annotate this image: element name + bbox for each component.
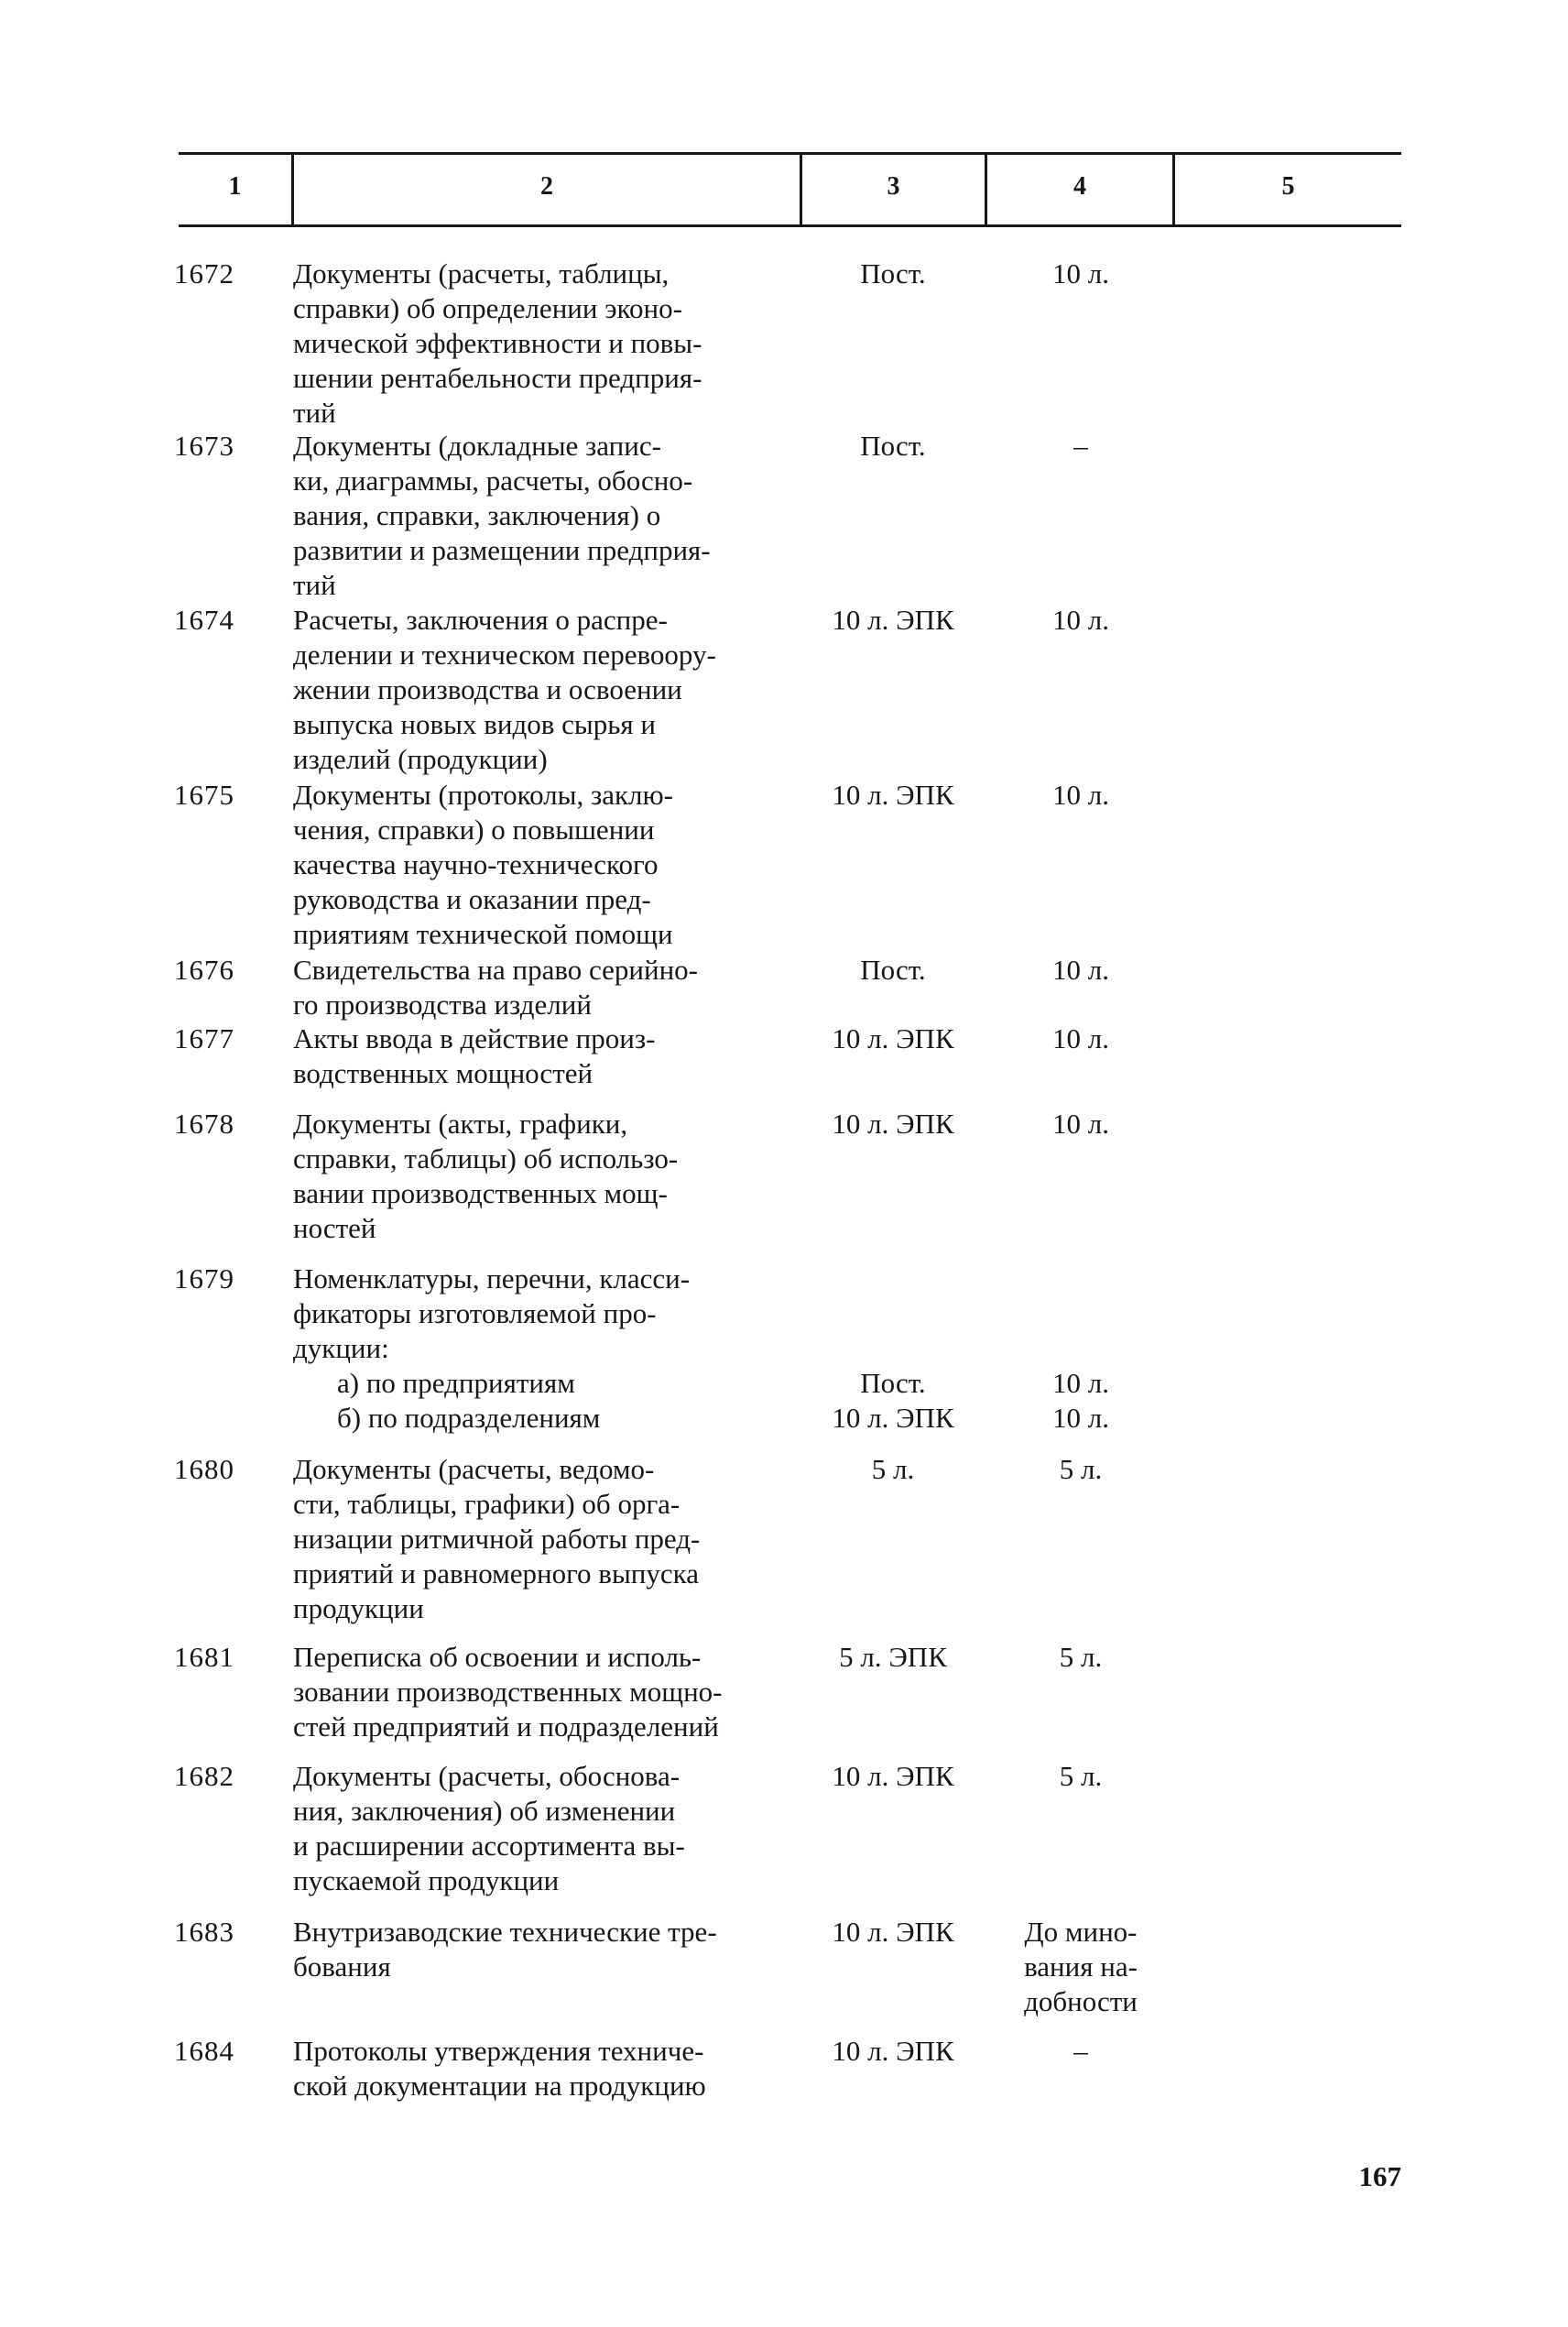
description-line: вания, справки, заключения) о: [293, 499, 661, 531]
retention-period-col3: [797, 1640, 989, 1675]
col4-value: вания на-: [1024, 1950, 1138, 1983]
description-line: Акты ввода в действие произ-: [293, 1022, 656, 1054]
retention-period-col3: [797, 257, 989, 291]
entry-description: [293, 1262, 824, 1436]
retention-period-col4: [989, 1640, 1172, 1675]
col3-value: 10 л. ЭПК: [832, 779, 954, 811]
col4-value: 10 л.: [1052, 1108, 1109, 1140]
col4-value: –: [1073, 2035, 1088, 2067]
description-line: Протоколы утверждения техниче-: [293, 2035, 704, 2067]
col3-value: 10 л. ЭПК: [832, 1022, 954, 1054]
entry-description: [293, 778, 824, 952]
description-line: мической эффективности и повы-: [293, 327, 702, 359]
description-line: тий: [293, 397, 336, 429]
entry-description: [293, 1640, 824, 1744]
description-line: сти, таблицы, графики) об орга-: [293, 1488, 681, 1520]
entry-number: 1684: [174, 2035, 234, 2067]
entry-description: [293, 1021, 824, 1091]
retention-period-col4: [989, 1021, 1172, 1056]
entry-number: 1679: [174, 1262, 234, 1295]
entry-description: [293, 1452, 824, 1626]
description-line: Документы (расчеты, ведомо-: [293, 1453, 655, 1485]
col4-value: 10 л.: [1052, 1022, 1109, 1054]
description-line: делении и техническом перевоору-: [293, 639, 716, 671]
description-line: ния, заключения) об изменении: [293, 1795, 676, 1827]
description-line: приятиям технической помощи: [293, 918, 673, 950]
col4-value: До мино-: [1024, 1916, 1138, 1948]
entry-number: 1672: [174, 257, 234, 290]
entry-number: 1675: [174, 779, 234, 811]
description-line: Внутризаводские технические тре-: [293, 1916, 717, 1948]
col3-value: 10 л. ЭПК: [832, 2035, 954, 2067]
col3-value: 5 л.: [871, 1453, 915, 1485]
table-header-top-rule: [179, 152, 1401, 155]
col3-value: Пост.: [860, 1367, 926, 1399]
col4-value: 10 л.: [1052, 954, 1109, 986]
retention-period-col3: [797, 1452, 989, 1487]
entry-number: 1674: [174, 604, 234, 636]
description-line: справки, таблицы) об использо-: [293, 1142, 679, 1174]
entry-description: [293, 1915, 824, 1984]
column-header-4: 4: [1073, 172, 1086, 201]
col4-value: –: [1073, 430, 1088, 462]
description-line: руководства и оказании пред-: [293, 883, 651, 915]
retention-period-col3: [797, 2034, 989, 2069]
entry-description: [293, 1759, 824, 1898]
retention-period-col4: [989, 429, 1172, 464]
description-line: бования: [293, 1950, 391, 1983]
retention-period-col3: [797, 953, 989, 988]
col4-value: 10 л.: [1052, 1402, 1109, 1434]
retention-period-col4: [989, 2034, 1172, 2069]
col4-value: 5 л.: [1059, 1453, 1103, 1485]
description-line: изделий (продукции): [293, 743, 548, 775]
entry-description: [293, 2034, 824, 2103]
description-line: чения, справки) о повышении: [293, 814, 655, 846]
retention-period-col4: [989, 257, 1172, 291]
entry-description: [293, 1107, 824, 1246]
col4-value: 10 л.: [1052, 257, 1109, 290]
description-line: приятий и равномерного выпуска: [293, 1557, 699, 1590]
retention-period-col3: [797, 1915, 989, 1950]
col4-value: 10 л.: [1052, 779, 1109, 811]
description-line: Свидетельства на право серийно-: [293, 954, 699, 986]
table-header-bottom-rule: [179, 224, 1401, 227]
retention-period-col4: [989, 1366, 1172, 1436]
column-header-3: 3: [887, 172, 900, 201]
entry-description: [293, 953, 824, 1022]
column-header-5: 5: [1281, 172, 1295, 201]
description-line: выпуска новых видов сырья и: [293, 708, 656, 740]
page-number: 167: [1358, 2160, 1401, 2192]
sub-item-label: а) по предприятиям: [337, 1367, 575, 1399]
col3-value: Пост.: [860, 954, 926, 986]
description-line: Документы (акты, графики,: [293, 1108, 628, 1140]
col3-value: 10 л. ЭПК: [832, 1108, 954, 1140]
description-line: шении рентабельности предприя-: [293, 362, 702, 394]
description-line: развитии и размещении предприя-: [293, 534, 711, 566]
description-line: дукции:: [293, 1332, 389, 1364]
description-line: качества научно-технического: [293, 848, 659, 880]
description-line: стей предприятий и подразделений: [293, 1710, 719, 1743]
retention-period-col4: [989, 1452, 1172, 1487]
entry-number: 1681: [174, 1641, 234, 1673]
description-line: Номенклатуры, перечни, класси-: [293, 1262, 691, 1295]
entry-number: 1677: [174, 1022, 234, 1054]
retention-period-col4: [989, 1107, 1172, 1142]
col3-value: Пост.: [860, 257, 926, 290]
description-line: водственных мощностей: [293, 1057, 593, 1089]
retention-period-col3: [797, 603, 989, 638]
retention-period-col4: [989, 1759, 1172, 1794]
col4-value: 10 л.: [1052, 604, 1109, 636]
column-header-1: 1: [228, 172, 242, 201]
description-line: пускаемой продукции: [293, 1864, 560, 1896]
col3-value: 5 л. ЭПК: [839, 1641, 947, 1673]
description-line: низации ритмичной работы пред-: [293, 1523, 701, 1555]
entry-number: 1680: [174, 1453, 234, 1485]
description-line: справки) об определении эконо-: [293, 292, 682, 324]
col3-value: 10 л. ЭПК: [832, 604, 954, 636]
entry-number: 1676: [174, 954, 234, 986]
description-line: Документы (докладные запис-: [293, 430, 661, 462]
col3-value: 10 л. ЭПК: [832, 1916, 954, 1948]
description-line: вании производственных мощ-: [293, 1177, 668, 1209]
col3-value: Пост.: [860, 430, 926, 462]
description-line: Документы (расчеты, обоснова-: [293, 1760, 681, 1792]
entry-number: 1683: [174, 1916, 234, 1948]
col3-value: 10 л. ЭПК: [832, 1760, 954, 1792]
description-line: Документы (расчеты, таблицы,: [293, 257, 670, 290]
sub-item-label: б) по подразделениям: [337, 1402, 601, 1434]
retention-period-col3: [797, 429, 989, 464]
description-line: Документы (протоколы, заклю-: [293, 779, 673, 811]
retention-period-col3: [797, 778, 989, 813]
entry-number: 1673: [174, 430, 234, 462]
description-line: зовании производственных мощно-: [293, 1676, 723, 1708]
col4-value: добности: [1024, 1985, 1138, 2017]
retention-period-col4: [989, 1915, 1172, 2019]
retention-period-col4: [989, 953, 1172, 988]
retention-period-col4: [989, 603, 1172, 638]
entry-description: [293, 257, 824, 431]
entry-number: 1678: [174, 1108, 234, 1140]
retention-period-col3: [797, 1107, 989, 1142]
entry-number: 1682: [174, 1760, 234, 1792]
retention-period-col3: [797, 1759, 989, 1794]
description-line: жении производства и освоении: [293, 673, 682, 705]
column-header-2: 2: [540, 172, 553, 201]
entry-description: [293, 603, 824, 777]
description-line: ской документации на продукцию: [293, 2070, 706, 2102]
retention-period-col4: [989, 778, 1172, 813]
description-line: ностей: [293, 1212, 376, 1244]
col4-value: 5 л.: [1059, 1760, 1103, 1792]
description-line: Расчеты, заключения о распре-: [293, 604, 668, 636]
col4-value: 5 л.: [1059, 1641, 1103, 1673]
col4-value: 10 л.: [1052, 1367, 1109, 1399]
description-line: Переписка об освоении и исполь-: [293, 1641, 702, 1673]
retention-period-col3: [797, 1021, 989, 1056]
description-line: тий: [293, 569, 336, 601]
retention-period-col3: [797, 1366, 989, 1436]
description-line: фикаторы изготовляемой про-: [293, 1297, 657, 1329]
description-line: и расширении ассортимента вы-: [293, 1830, 685, 1862]
description-line: продукции: [293, 1592, 424, 1624]
entry-description: [293, 429, 824, 603]
description-line: ки, диаграммы, расчеты, обосно-: [293, 464, 693, 497]
description-line: го производства изделий: [293, 989, 592, 1021]
col3-value: 10 л. ЭПК: [832, 1402, 954, 1434]
